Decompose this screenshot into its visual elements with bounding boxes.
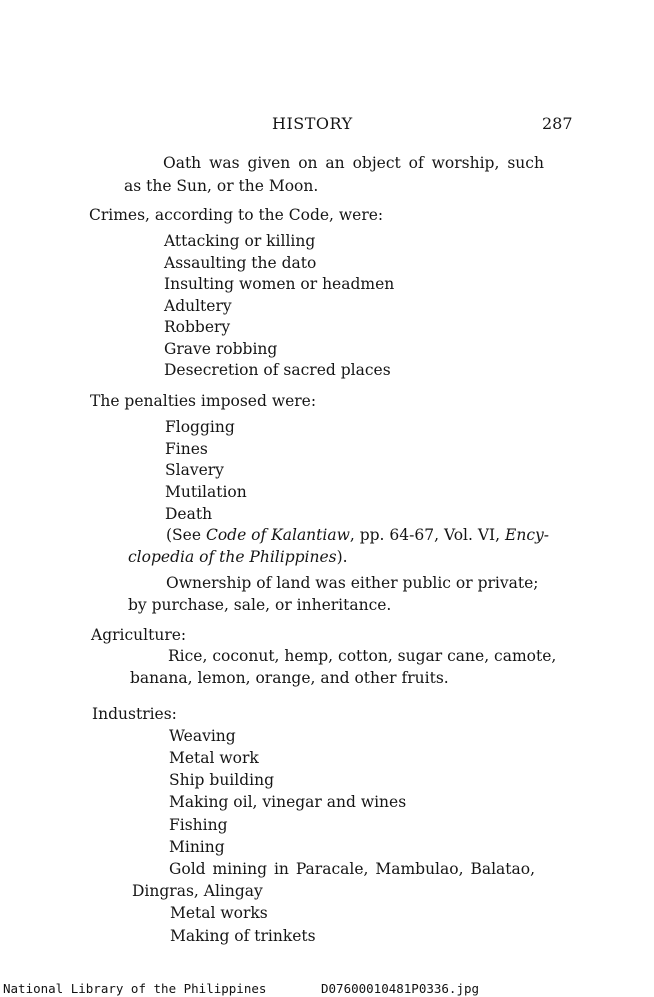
encyclopedia-title-part-2: clopedia of the Philippines <box>128 548 337 566</box>
page-number: 287 <box>542 114 573 133</box>
reference-line-2: clopedia of the Philippines). <box>128 548 348 566</box>
industry-item: Metal work <box>169 749 259 767</box>
running-header-title: HISTORY <box>272 114 353 133</box>
industries-heading: Industries: <box>92 705 177 723</box>
industry-item: Making of trinkets <box>170 927 316 945</box>
agriculture-line-2: banana, lemon, orange, and other fruits. <box>130 669 449 687</box>
industry-item: Mining <box>169 838 225 856</box>
penalty-item: Mutilation <box>165 483 247 501</box>
footer-library-name: National Library of the Philippines <box>3 981 267 996</box>
agriculture-heading: Agriculture: <box>91 626 187 644</box>
code-title: Code of Kalantiaw <box>205 526 350 544</box>
industry-item: Metal works <box>170 904 268 922</box>
industry-item: Fishing <box>169 816 228 834</box>
oath-line-2: as the Sun, or the Moon. <box>124 177 319 195</box>
gold-mining-line-1: Gold mining in Paracale, Mambulao, Balatao, <box>169 860 536 878</box>
oath-line-1: Oath was given on an object of worship, such <box>163 154 544 172</box>
crimes-heading: Crimes, according to the Code, were: <box>89 206 384 224</box>
encyclopedia-title-part-1: Ency- <box>505 526 550 544</box>
industry-item: Making oil, vinegar and wines <box>169 793 407 811</box>
reference-line-1: (See Code of Kalantiaw, pp. 64-67, Vol. VI, Ency- <box>166 526 550 544</box>
agriculture-line-1: Rice, coconut, hemp, cotton, sugar cane, camote, <box>168 647 557 665</box>
crime-item: Insulting women or headmen <box>164 275 395 293</box>
crime-item: Robbery <box>164 318 231 336</box>
crime-item: Assaulting the dato <box>164 254 317 272</box>
ownership-line-2: by purchase, sale, or inheritance. <box>128 596 392 614</box>
crime-item: Attacking or killing <box>164 232 316 250</box>
industry-item: Ship building <box>169 771 275 789</box>
industry-item: Weaving <box>169 727 236 745</box>
penalties-heading: The penalties imposed were: <box>90 392 317 410</box>
crime-item: Desecretion of sacred places <box>164 361 391 379</box>
crime-item: Adultery <box>164 297 232 315</box>
penalty-item: Death <box>165 505 213 523</box>
penalty-item: Slavery <box>165 461 224 479</box>
gold-mining-line-2: Dingras, Alingay <box>132 882 263 900</box>
penalty-item: Fines <box>165 440 208 458</box>
ownership-line-1: Ownership of land was either public or private; <box>166 574 539 592</box>
footer-file-name: D07600010481P0336.jpg <box>321 981 480 996</box>
crime-item: Grave robbing <box>164 340 278 358</box>
penalty-item: Flogging <box>165 418 235 436</box>
